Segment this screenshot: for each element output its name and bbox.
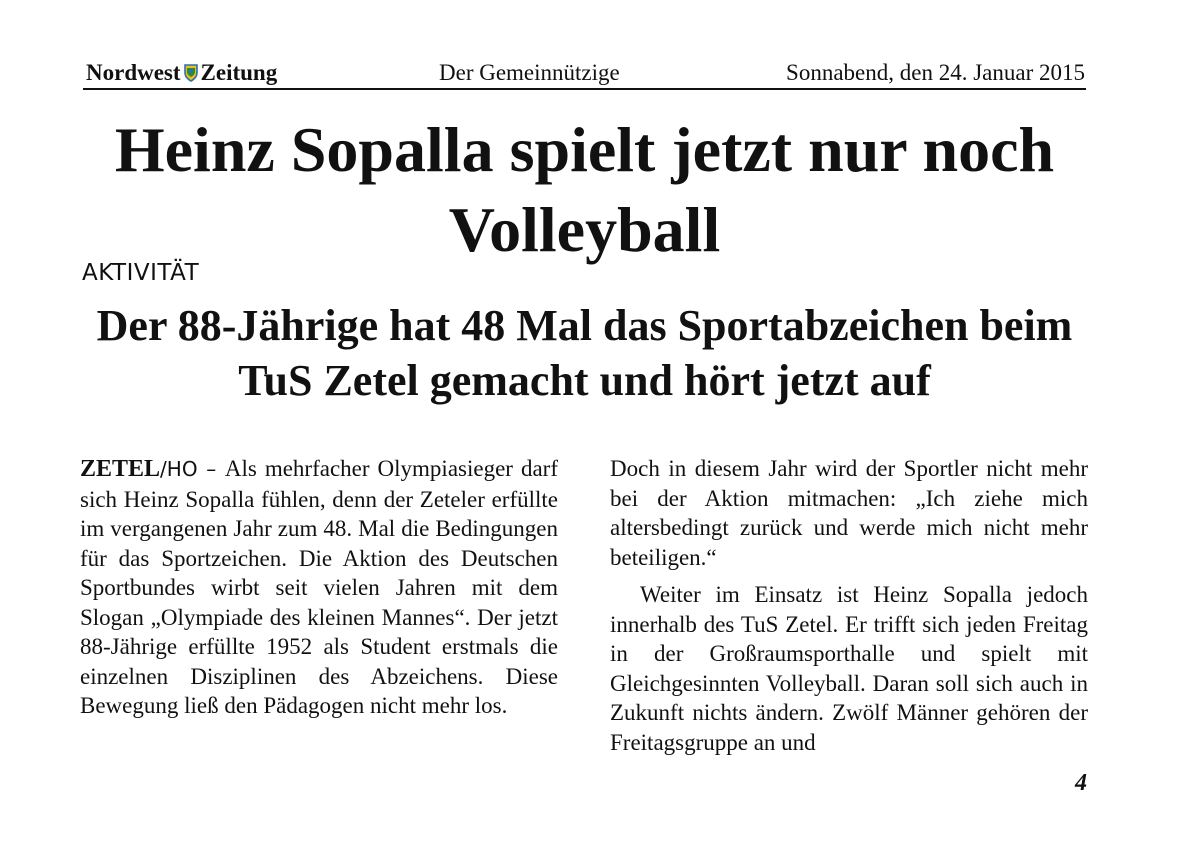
newspaper-brand <box>86 60 277 88</box>
article-paragraph-2: Doch in diesem Jahr wird der Sportler nicht mehr bei der Aktion mitmachen: „Ich ziehe mich altersbedingt zurück und werde mich nicht mehr beteiligen.“ <box>610 456 1088 570</box>
newspaper-header <box>83 58 1086 90</box>
brand-name-right: Zeitung <box>200 60 278 85</box>
article-column-left <box>80 454 558 721</box>
article-column-right <box>610 454 1088 757</box>
dateline-place: ZETEL <box>80 456 161 482</box>
article-headline: Heinz Sopalla spielt jetzt nur noch Volleyball <box>114 114 1055 265</box>
section-title: Der Gemeinnützige <box>439 60 620 85</box>
article-paragraph-1-text: Als mehrfacher Olympiasieger darf sich Heinz Sopalla fühlen, denn der Zeteler erfüllte im vergangenen Jahr zum 48. Mal die Bedingungen für das Sportzeichen. Die Aktion des Deutschen Sportbundes wirbt seit vielen Jahren mit dem Slogan „Olympiade des kleinen Mannes“. Der jetzt 88-Jährige erfüllte 1952 als Student erstmals die einzelnen Disziplinen des Abzeichens. Diese Bewegung ließ den Pädagogen nicht mehr los. <box>80 456 559 718</box>
article-subhead: Der 88-Jährige hat 48 Mal das Sportabzeichen beim TuS Zetel gemacht und hört jetzt auf <box>96 301 1073 405</box>
page-number: 4 <box>1075 770 1087 796</box>
dateline-agency: /HO – <box>160 457 225 481</box>
article-paragraph-3: Weiter im Einsatz ist Heinz Sopalla jedoch innerhalb des TuS Zetel. Er trifft sich jeden Freitag in der Großraumsporthalle und spielt mit Gleichgesinnten Volleyball. Daran soll sich auch in Zukunft nichts ändern. Zwölf Männer gehören der Freitagsgruppe an und <box>610 582 1088 755</box>
brand-name-left: Nordwest <box>86 60 181 85</box>
coat-of-arms-icon <box>184 62 198 88</box>
issue-date: Sonnabend, den 24. Januar 2015 <box>786 60 1085 85</box>
article-paragraph-1 <box>80 454 558 721</box>
article-kicker: AKTIVITÄT <box>82 260 200 286</box>
